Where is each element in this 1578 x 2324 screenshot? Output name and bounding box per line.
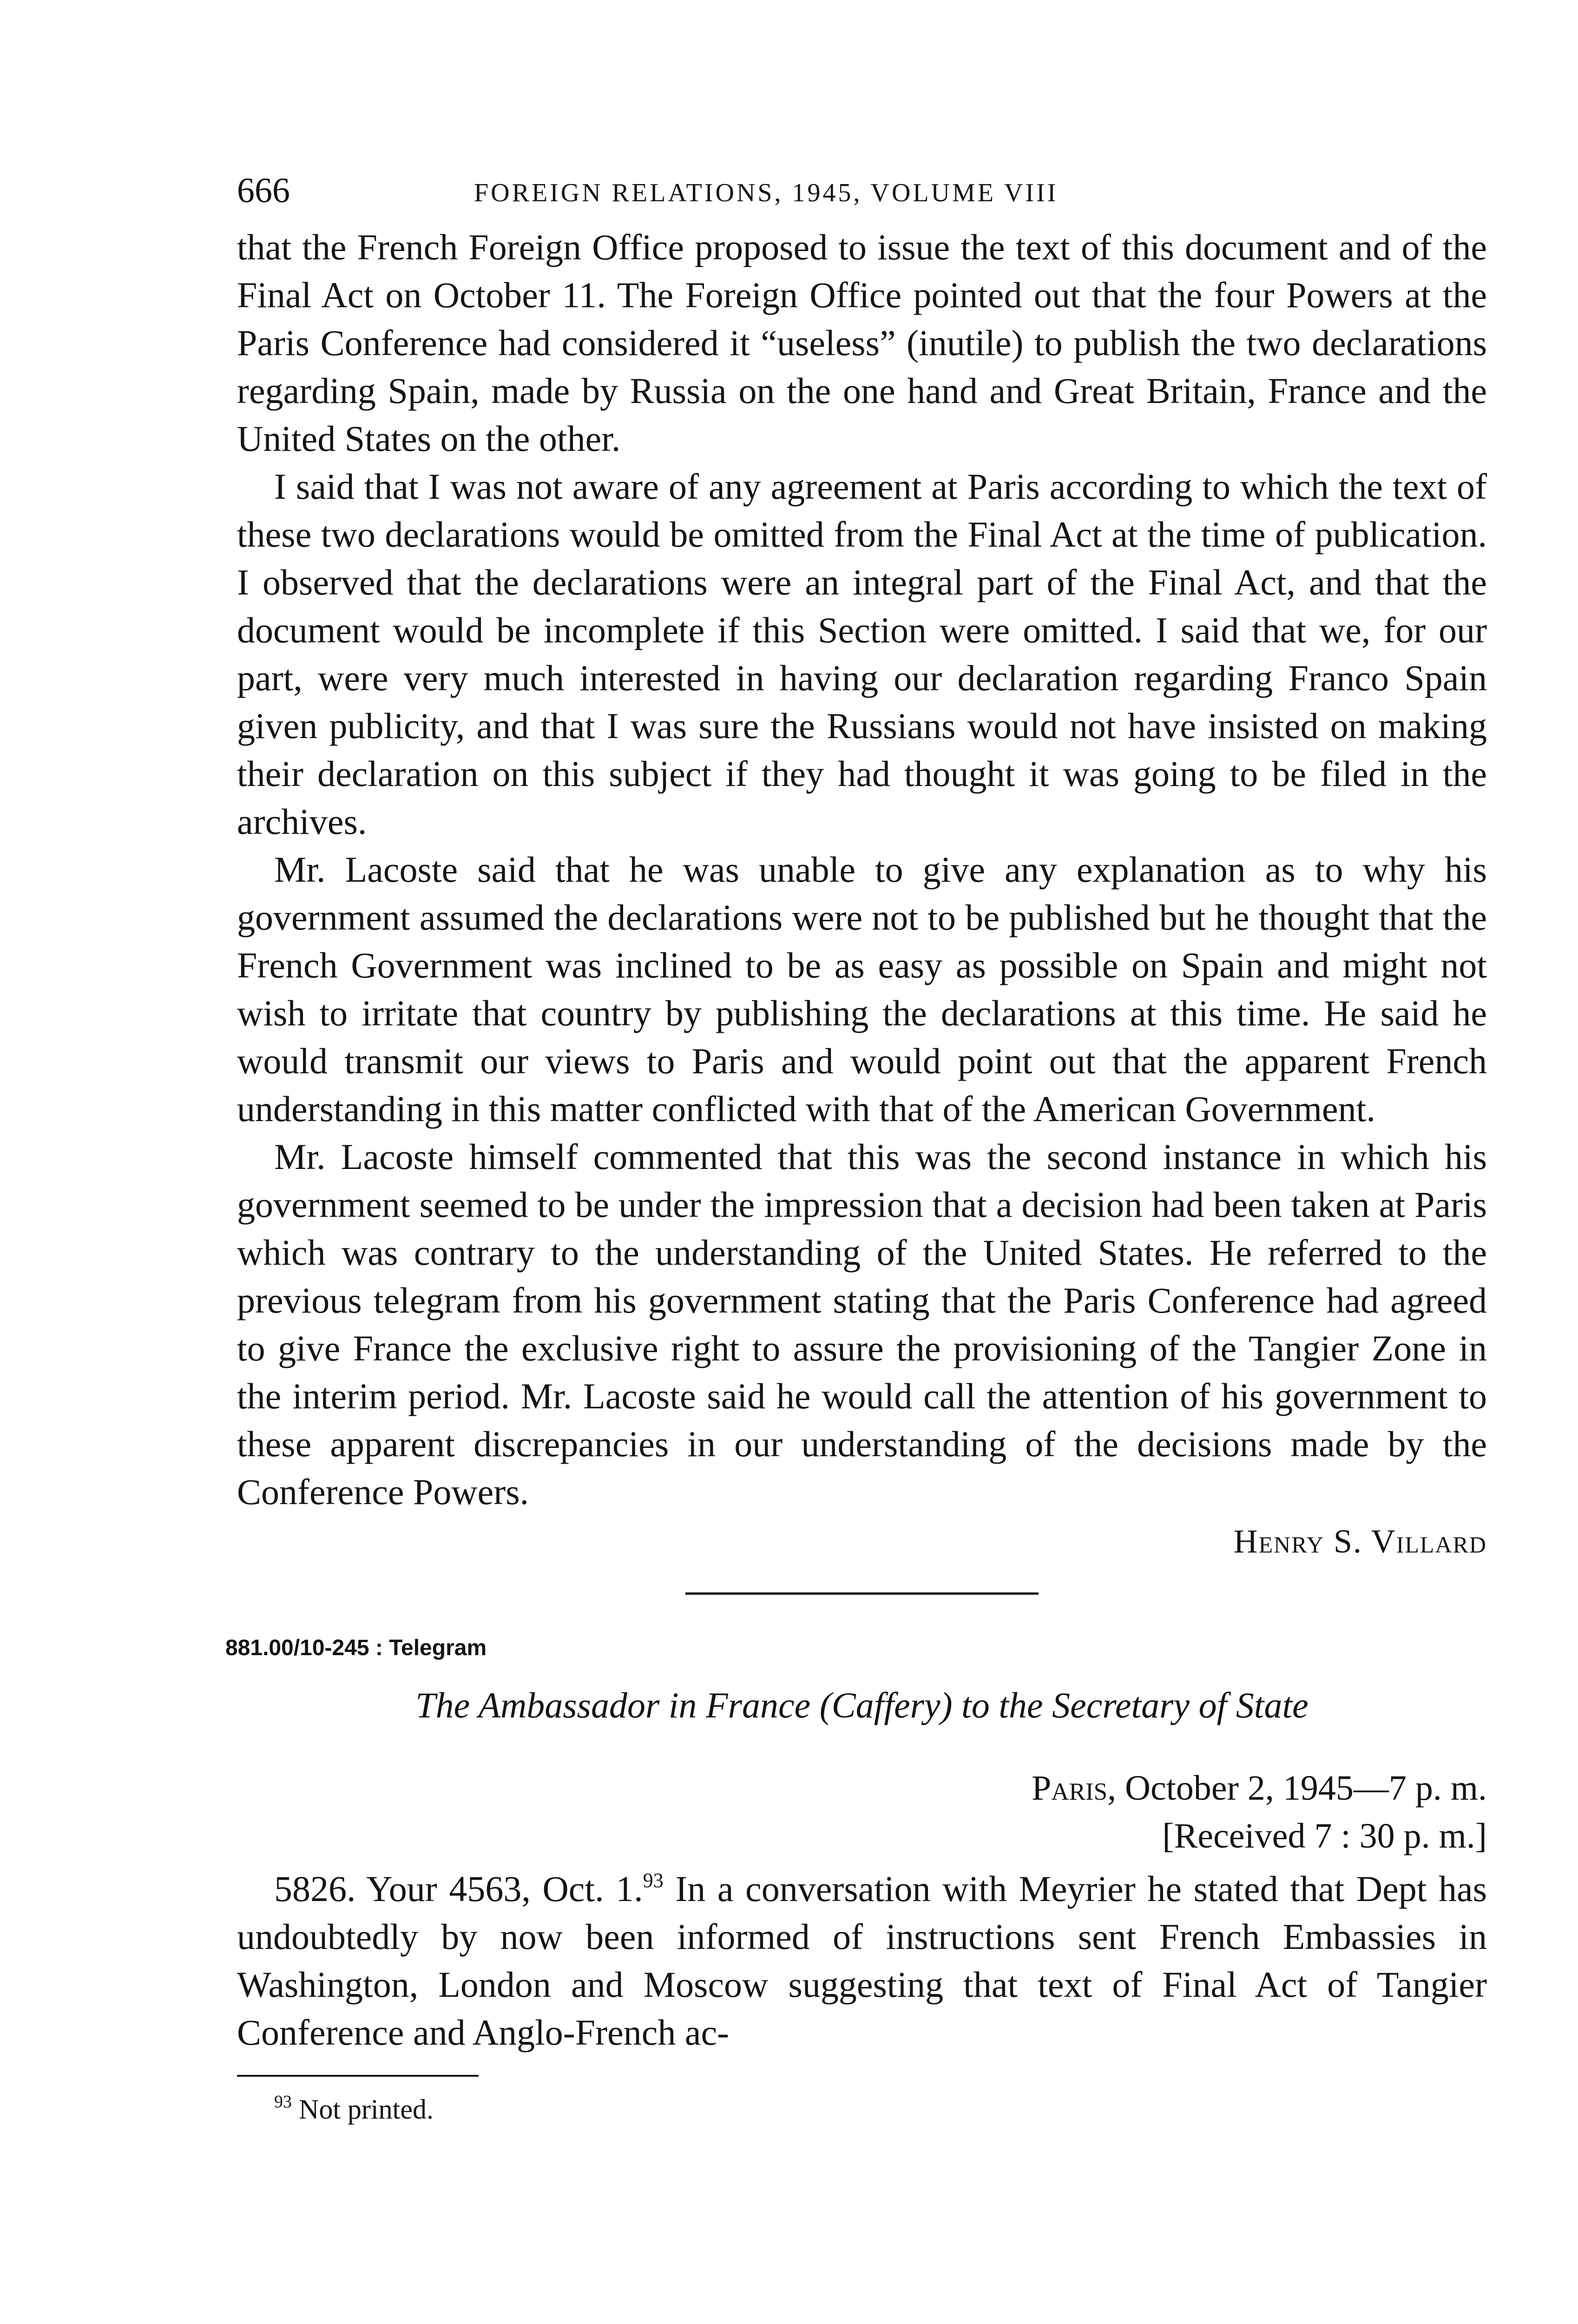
dateline-place: Paris xyxy=(1032,1769,1108,1808)
paragraph-2: I said that I was not aware of any agreement at Paris according to which the text of these two declarations would be omitted from the Final Act at the time of publication. I observed that the declarations were an integral part of the Final Act, and that the document would be incomplete if this Section were omitted. I said that we, for our part, were very much interested in having our declaration regarding Franco Spain given publicity, and that I was sure the Russians would not have insisted on making their declaration on this subject if they had thought it was going to be filed in the archives. xyxy=(237,466,1487,842)
received-line: [Received 7 : 30 p. m.] xyxy=(1162,1816,1487,1855)
footnote-marker: 93 xyxy=(274,2092,292,2112)
page-header xyxy=(237,167,1487,223)
memorandum-body xyxy=(237,223,1487,1516)
signature: Henry S. Villard xyxy=(1233,1523,1487,1560)
dateline-date: , October 2, 1945—7 p. m. xyxy=(1107,1769,1487,1808)
footnote-reference: 93 xyxy=(643,1869,664,1892)
paragraph-3: Mr. Lacoste said that he was unable to give any explanation as to why his government assumed the declarations were not to be published but he thought that the French Government was inclined to be as easy as possible on Spain and might not wish to irritate that country by publishing the declarations at this time. He said he would transmit our views to Paris and would point out that the apparent French understanding in this matter conflicted with that of the American Government. xyxy=(237,849,1487,1129)
section-divider xyxy=(685,1592,1039,1595)
telegram-paragraph xyxy=(237,1865,1487,2056)
telegram-text: In a conversation with Meyrier he stated that Dept has undoubtedly by now been informed of instructions sent French Embassies in Washington, London and Moscow suggesting that text of Final Act of Tangier Conference and Anglo-French ac- xyxy=(237,1868,1487,2053)
footnote-text: Not printed. xyxy=(299,2094,434,2125)
dateline xyxy=(237,1764,1487,1812)
document-title: The Ambassador in France (Caffery) to the Secretary of State xyxy=(415,1685,1308,1725)
footnote xyxy=(274,2088,1487,2130)
page-number: 666 xyxy=(237,171,290,210)
paragraph-1: that the French Foreign Office proposed to issue the text of this document and of the Final Act on October 11. The Foreign Office pointed out that the four Powers at the Paris Conference had considered it “useless” (inutile) to publish the two declarations regarding Spain, made by Russia on the one hand and Great Britain, France and the United States on the other. xyxy=(237,227,1487,459)
paragraph-4: Mr. Lacoste himself commented that this was the second instance in which his government seemed to be under the impression that a decision had been taken at Paris which was contrary to the understanding of the United States. He referred to the previous telegram from his government stating that the Paris Conference had agreed to give France the exclusive right to assure the provisioning of the Tangier Zone in the interim period. Mr. Lacoste said he would call the attention of his government to these apparent discrepancies in our understanding of the decisions made by the Conference Powers. xyxy=(237,1136,1487,1512)
file-reference: 881.00/10-245 : Telegram xyxy=(225,1636,487,1660)
running-head: FOREIGN RELATIONS, 1945, VOLUME VIII xyxy=(474,178,1059,207)
footnote-divider xyxy=(237,2075,479,2077)
page xyxy=(225,167,1487,2130)
telegram-body xyxy=(237,1865,1487,2056)
telegram-lead: 5826. Your 4563, Oct. 1. xyxy=(274,1868,643,1909)
